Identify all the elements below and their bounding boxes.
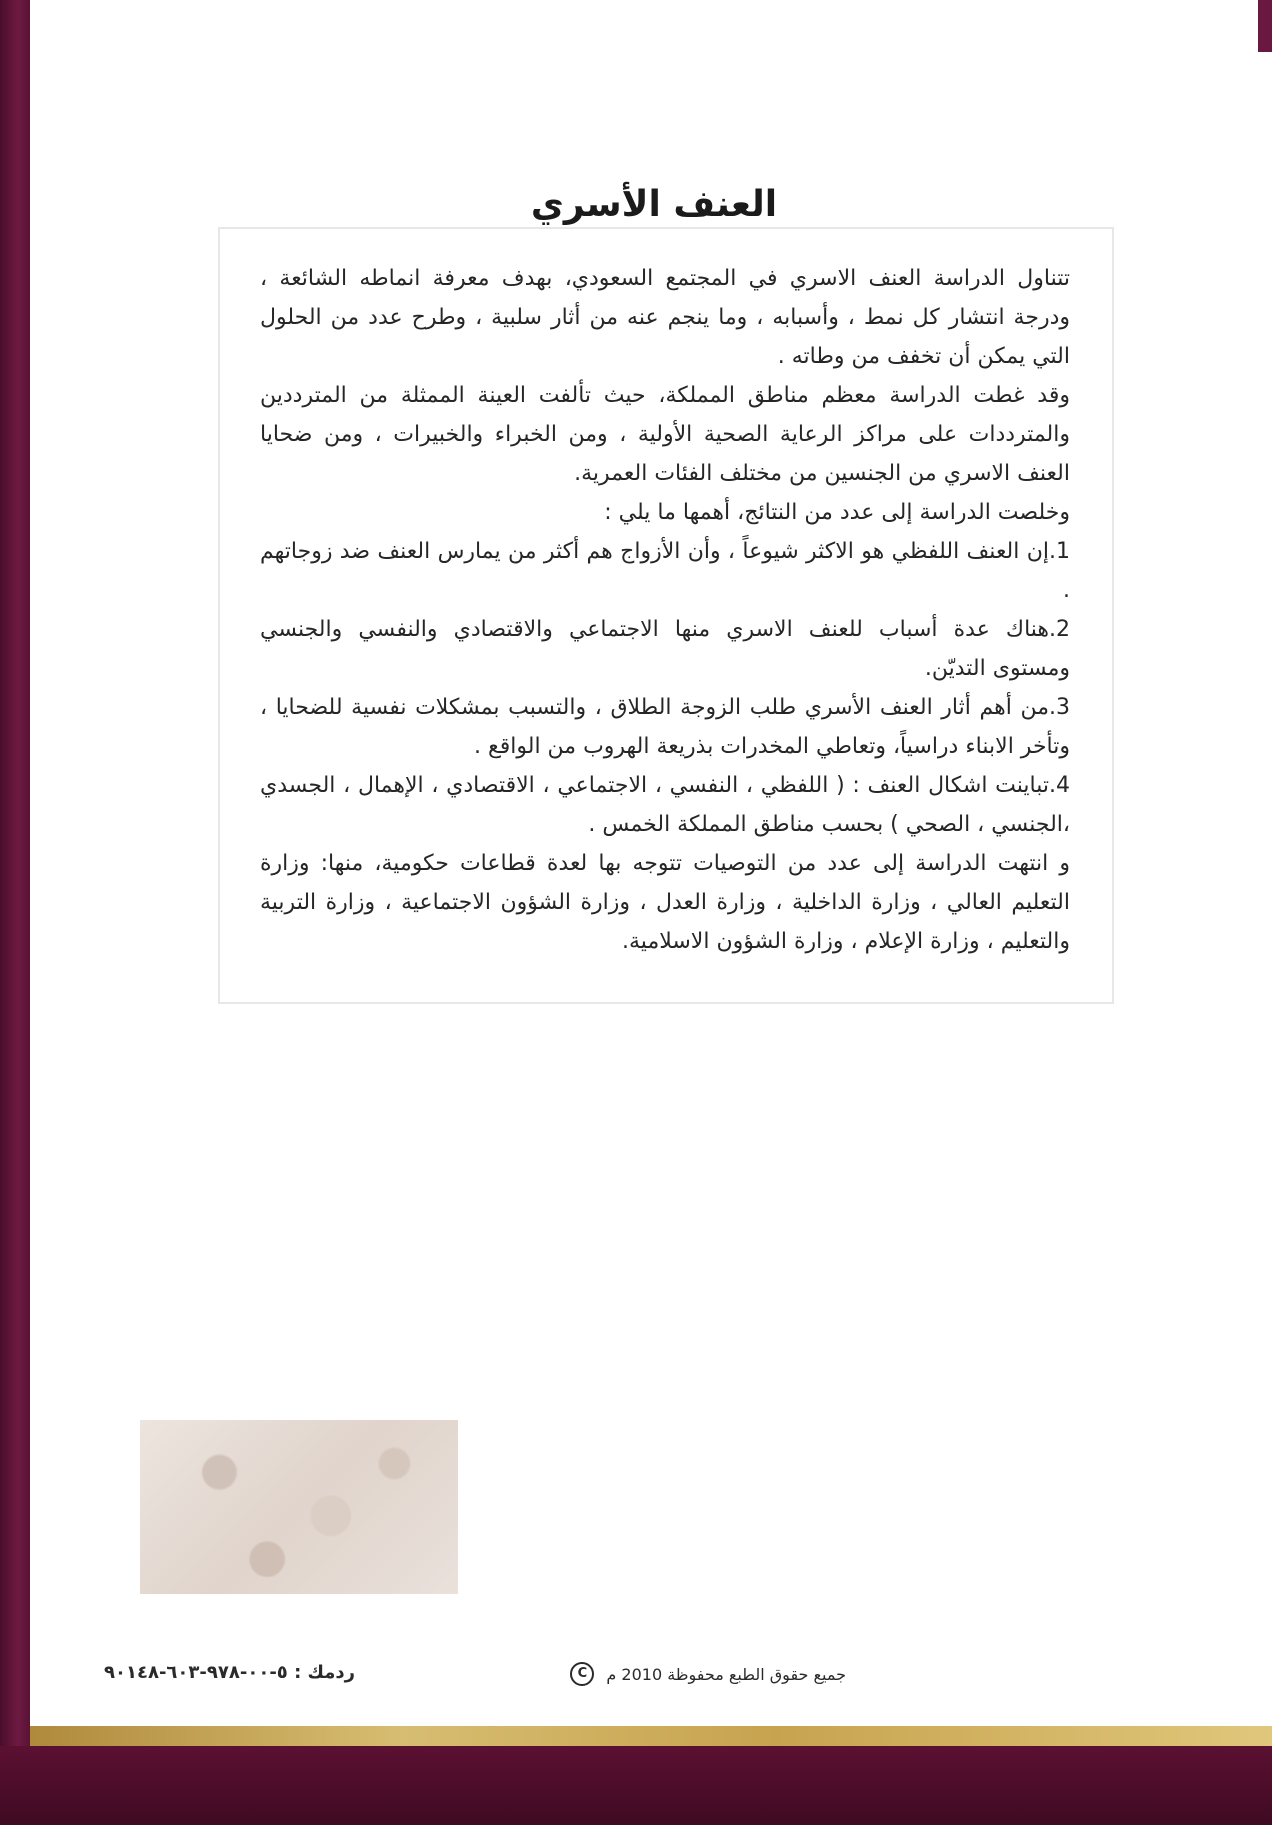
corner-tab	[1258, 0, 1272, 52]
barcode-stamp-area	[140, 1420, 458, 1594]
gold-band	[30, 1726, 1272, 1746]
copyright-notice	[536, 1662, 846, 1686]
results-intro: وخلصت الدراسة إلى عدد من النتائج، أهمها ما يلي :	[604, 500, 1070, 525]
isbn-number: ردمك : ٥-٠٠-٩٧٨-٦٠٣-٩٠١٤٨	[104, 1662, 356, 1683]
copyright-text: جميع حقوق الطبع محفوظة 2010 م	[606, 1664, 846, 1684]
page-title: العنف الأسري	[530, 184, 778, 226]
bottom-maroon-band	[0, 1746, 1272, 1825]
finding-item-3: 3.من أهم أثار العنف الأسري طلب الزوجة الطلاق ، والتسبب بمشكلات نفسية للضحايا ، وتأخر الابناء دراسياً، وتعاطي المخدرات بذريعة الهروب من الواقع .	[260, 695, 1070, 759]
recommendations-paragraph: و انتهت الدراسة إلى عدد من التوصيات تتوجه بها لعدة قطاعات حكومية، منها: وزارة التعليم العالي ، وزارة الداخلية ، وزارة العدل ، وزارة الشؤون الاجتماعية ، وزارة التربية والتعليم ، وزارة الإعلام ، وزارة الشؤون الاسلامية.	[260, 851, 1070, 954]
coverage-paragraph: وقد غطت الدراسة معظم مناطق المملكة، حيث تألفت العينة الممثلة من المترددين والمترددات على مراكز الرعاية الصحية الأولية ، ومن الخبراء والخبيرات ، ومن ضحايا العنف الاسري من الجنسين من مختلف الفئات العمرية.	[260, 383, 1070, 486]
finding-item-1: 1.إن العنف اللفظي هو الاكثر شيوعاً ، وأن الأزواج هم أكثر من يمارس العنف ضد زوجاتهم .	[260, 539, 1070, 603]
copyright-icon: C	[570, 1662, 594, 1686]
left-spine-band	[0, 0, 30, 1825]
summary-box	[218, 227, 1114, 1004]
finding-item-4: 4.تباينت اشكال العنف : ( اللفظي ، النفسي ، الاجتماعي ، الاقتصادي ، الإهمال ، الجسدي ،الجنسي ، الصحي ) بحسب مناطق المملكة الخمس .	[260, 773, 1070, 837]
finding-item-2: 2.هناك عدة أسباب للعنف الاسري منها الاجتماعي والاقتصادي والنفسي والجنسي ومستوى التديّن.	[260, 617, 1070, 681]
intro-paragraph: تتناول الدراسة العنف الاسري في المجتمع السعودي، بهدف معرفة انماطه الشائعة ، ودرجة انتشار كل نمط ، وأسبابه ، وما ينجم عنه من أثار سلبية ، وطرح عدد من الحلول التي يمكن أن تخفف من وطاته .	[260, 266, 1070, 369]
